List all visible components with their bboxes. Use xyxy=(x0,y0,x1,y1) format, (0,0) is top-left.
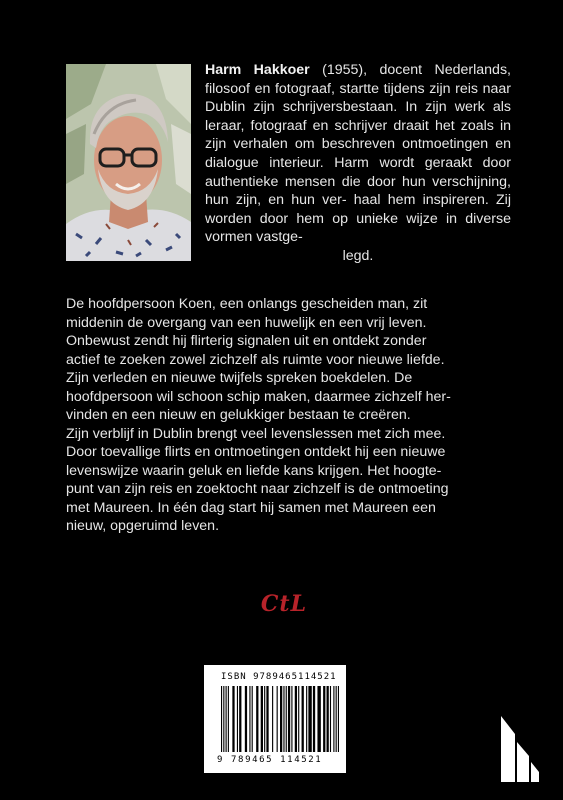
barcode-bar xyxy=(302,686,304,752)
synopsis-line: actief te zoeken zowel zichzelf als ruimte voor nieuwe liefde. xyxy=(66,351,445,368)
barcode-bar xyxy=(283,686,284,752)
barcode-bar xyxy=(280,686,282,752)
synopsis-line: Door toevallige flirts en ontmoetingen ontdekt hij een nieuwe xyxy=(66,444,446,460)
synopsis-line: hoofdpersoon wil schoon schip maken, daarmee zichzelf her- xyxy=(66,388,451,405)
barcode-bar xyxy=(291,686,292,752)
barcode-bar xyxy=(232,686,234,752)
synopsis-line: vinden en een nieuw en gelukkiger bestaan te creëren. xyxy=(66,407,411,423)
barcode-bar xyxy=(261,686,263,752)
barcode-bar xyxy=(264,686,265,752)
synopsis-line: middenin de overgang van een huwelijk en een vrij leven. xyxy=(66,314,427,331)
barcode-bar xyxy=(317,686,320,752)
barcode-bar xyxy=(256,686,258,752)
author-bio-tail: legd. xyxy=(342,247,374,264)
barcode-bar xyxy=(330,686,331,752)
barcode-bar xyxy=(223,686,224,752)
author-portrait-image xyxy=(66,64,191,261)
barcode-bar xyxy=(228,686,229,752)
barcode-bar xyxy=(298,686,299,752)
barcode-bar xyxy=(327,686,329,752)
barcode-bar xyxy=(245,686,247,752)
barcode-bar xyxy=(333,686,334,752)
author-photo xyxy=(66,64,191,261)
author-bio xyxy=(205,61,511,266)
barcode-bar xyxy=(323,686,325,752)
barcode-bar xyxy=(239,686,241,752)
barcode-bar xyxy=(286,686,287,752)
synopsis-line: Zijn verleden en nieuwe twijfels spreken boekdelen. De xyxy=(66,370,413,386)
barcode-bar xyxy=(308,686,311,752)
book-synopsis xyxy=(66,295,514,536)
barcode-bar xyxy=(226,686,227,752)
isbn-barcode xyxy=(204,665,346,773)
barcode-bar xyxy=(338,686,339,752)
barcode-bar xyxy=(266,686,268,752)
synopsis-line: nieuw, opgeruimd leven. xyxy=(66,518,220,534)
barcode-bar xyxy=(313,686,315,752)
barcode-bar xyxy=(252,686,253,752)
barcode-bar xyxy=(277,686,278,752)
synopsis-line: De hoofdpersoon Koen, een onlangs gescheiden man, zit xyxy=(66,296,428,312)
barcode-bar xyxy=(288,686,290,752)
author-name: Harm Hakkoer xyxy=(205,62,310,78)
publisher-logo: CtL xyxy=(260,591,308,617)
barcode-bar xyxy=(272,686,273,752)
author-bio-text: (1955), docent Nederlands, filosoof en fotograaf, startte tijdens zijn reis naar Dublin zijn schrijversbestaan. In zijn werk als leraar, fotograaf en schrijver draait het zoals in zijn verhalen om beschreven ontmoetingen en dialogue interieur. Harm wordt geraakt door authentieke mensen die door hun verschijning, hun zijn, en hun ver- haal hem inspireren. Zij worden door hem op unieke wijze in diverse vormen vastge- xyxy=(205,62,511,246)
isbn-label: ISBN 9789465114521 xyxy=(221,672,337,682)
barcode-bar xyxy=(249,686,250,752)
lulu-mark-icon xyxy=(497,712,541,784)
synopsis-line: levenswijze waarin geluk en liefde kans krijgen. Het hoogte- xyxy=(66,462,442,479)
synopsis-line: met Maureen. In één dag start hij samen met Maureen een xyxy=(66,499,436,516)
synopsis-line: Onbewust zendt hij flirterig signalen uit en ontdekt zonder xyxy=(66,333,427,349)
barcode-bar xyxy=(221,686,222,752)
synopsis-line: Zijn verblijf in Dublin brengt veel levenslessen met zich mee. xyxy=(66,425,446,442)
barcode-digits: 9 789465 114521 xyxy=(217,755,323,765)
synopsis-line: punt van zijn reis en zoektocht naar zichzelf is de ontmoeting xyxy=(66,481,449,497)
barcode-bars xyxy=(221,686,339,752)
barcode-bar xyxy=(336,686,337,752)
barcode-bar xyxy=(306,686,307,752)
barcode-bar xyxy=(295,686,297,752)
barcode-bar xyxy=(237,686,238,752)
